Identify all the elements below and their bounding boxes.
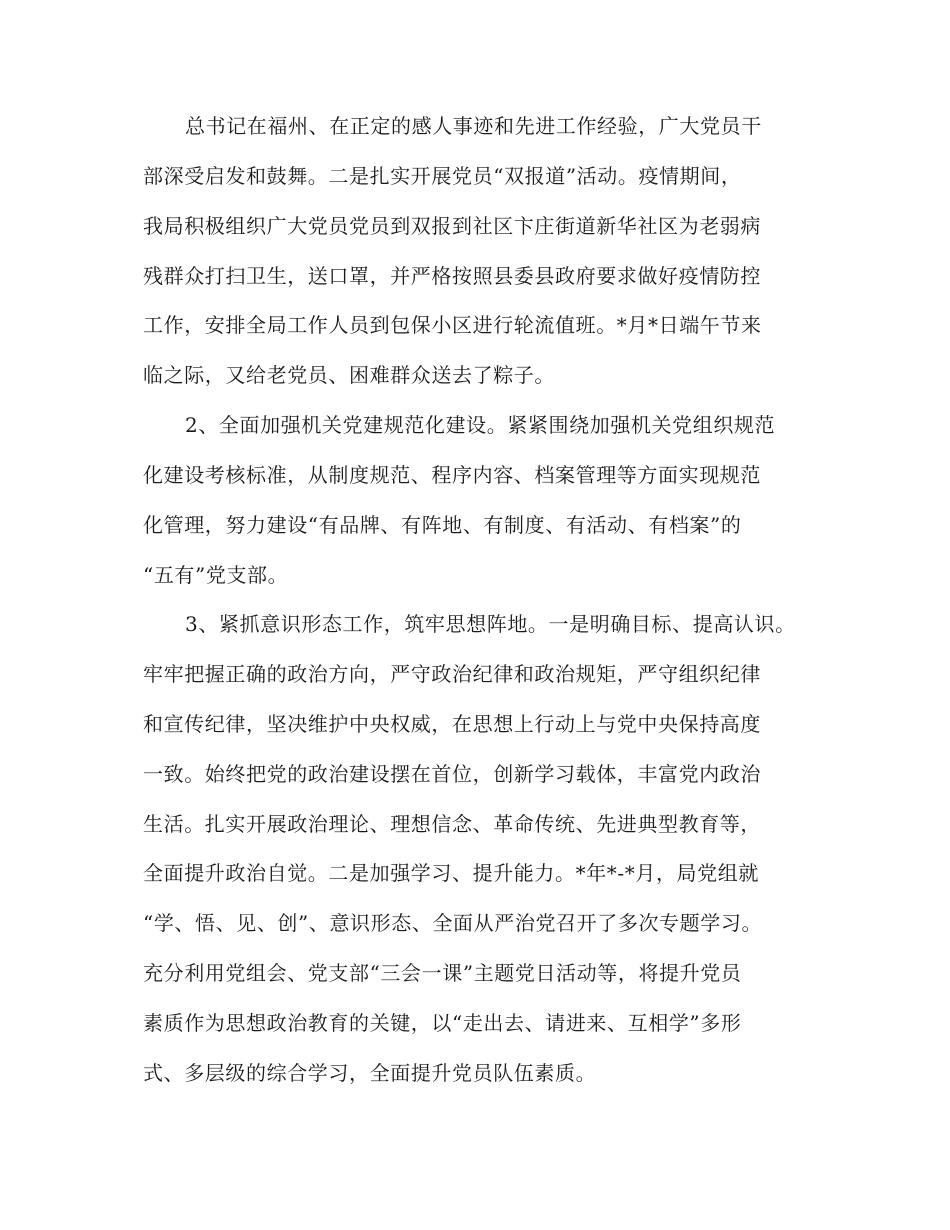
paragraph-line: 牢牢把握正确的政治方向，严守政治纪律和政治规矩，严守组织纪律: [143, 662, 761, 686]
paragraph-line: 残群众打扫卫生，送口罩，并严格按照县委县政府要求做好疫情防控: [143, 264, 761, 288]
paragraph-line: 工作，安排全局工作人员到包保小区进行轮流值班。*月*日端午节来: [143, 313, 762, 337]
paragraph-line: 全面提升政治自觉。二是加强学习、提升能力。*年*-*月，局党组就: [143, 861, 759, 885]
paragraph-line: 充分利用党组会、党支部“三会一课”主题党日活动等，将提升党员: [143, 961, 742, 985]
paragraph-line: 化建设考核标准，从制度规范、程序内容、档案管理等方面实现规范: [143, 463, 761, 487]
paragraph-line: 总书记在福州、在正定的感人事迹和先进工作经验，广大党员干: [185, 114, 762, 138]
paragraph-line: 和宣传纪律，坚决维护中央权威，在思想上行动上与党中央保持高度: [143, 712, 761, 736]
paragraph-line: “学、悟、见、创”、意识形态、全面从严治党召开了多次专题学习。: [143, 911, 763, 935]
paragraph-line: 3、紧抓意识形态工作，筑牢思想阵地。一是明确目标、提高认识。: [185, 612, 796, 636]
paragraph-line: 临之际，又给老党员、困难群众送去了粽子。: [143, 363, 555, 387]
paragraph-line: 2、全面加强机关党建规范化建设。紧紧围绕加强机关党组织规范: [185, 413, 776, 437]
paragraph-line: 生活。扎实开展政治理论、理想信念、革命传统、先进典型教育等，: [143, 812, 761, 836]
paragraph-line: “五有”党支部。: [143, 563, 289, 587]
paragraph-line: 化管理，努力建设“有品牌、有阵地、有制度、有活动、有档案”的: [143, 513, 742, 537]
paragraph-line: 我局积极组织广大党员党员到双报到社区卞庄街道新华社区为老弱病: [143, 214, 761, 238]
paragraph-line: 式、多层级的综合学习，全面提升党员队伍素质。: [143, 1061, 597, 1085]
paragraph-line: 一致。始终把党的政治建设摆在首位，创新学习载体，丰富党内政治: [143, 762, 761, 786]
paragraph-line: 部深受启发和鼓舞。二是扎实开展党员“双报道”活动。疫情期间，: [143, 164, 742, 188]
paragraph-line: 素质作为思想政治教育的关键，以“走出去、请进来、互相学”多形: [143, 1011, 742, 1035]
